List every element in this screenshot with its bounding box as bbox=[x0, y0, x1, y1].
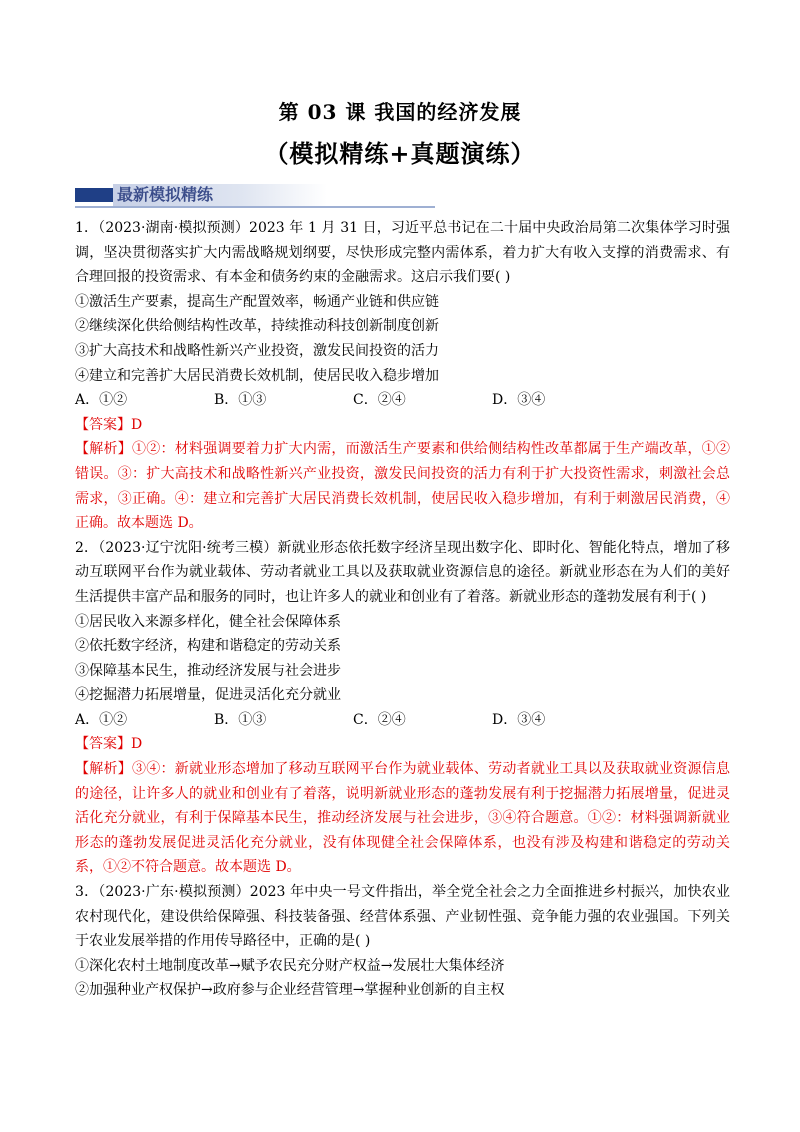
q1-choice-b: B．①③ bbox=[214, 392, 267, 409]
q1-stem: 1．（2023·湖南·模拟预测）2023 年 1 月 31 日，习近平总书记在二十届中央政治局第二次集体学习时强调，坚决贯彻落实扩大内需战略规划纲要，尽快形成完整内需体系，着力扩大有收入支撑的消费需求、有合理回报的投资需求、有本金和债务约束的金融需求。这启示我们要( ) bbox=[75, 220, 730, 286]
q2-option-3: ③保障基本民生，推动经济发展与社会进步 bbox=[75, 662, 341, 679]
q2-answer: 【答案】D bbox=[75, 736, 143, 753]
q2-choice-c: C．②④ bbox=[353, 711, 406, 728]
question-list bbox=[75, 216, 730, 1003]
section-bar-decoration bbox=[75, 188, 113, 202]
q1-choices bbox=[75, 388, 730, 413]
q2-analysis: 【解析】③④：新就业形态增加了移动互联网平台作为就业载体、劳动者就业工具以及获取就业资源信息的途径，让许多人的就业和创业有了着落，说明新就业形态的蓬勃发展有利于挖掘潜力拓展增量，促进灵活化充分就业，有利于保障基本民生，推动经济发展与社会进步，③④符合题意。①②：材料强调新就业形态的蓬勃发展促进灵活化充分就业，没有体现健全社会保障体系，也没有涉及构建和谐稳定的劳动关系，①②不符合题意。故本题选 D。 bbox=[75, 761, 730, 876]
q2-choice-d: D．③④ bbox=[492, 711, 546, 728]
q2-choices bbox=[75, 708, 730, 733]
section-label: 最新模拟精练 bbox=[113, 184, 327, 206]
q1-option-1: ①激活生产要素，提高生产配置效率，畅通产业链和供应链 bbox=[75, 293, 439, 310]
q1-option-3: ③扩大高技术和战略性新兴产业投资，激发民间投资的活力 bbox=[75, 342, 439, 359]
q2-option-4: ④挖掘潜力拓展增量，促进灵活化充分就业 bbox=[75, 687, 341, 704]
section-header bbox=[75, 184, 435, 210]
q2-choice-a: A．①② bbox=[75, 711, 128, 728]
q1-analysis: 【解析】①②：材料强调要着力扩大内需，而激活生产要素和供给侧结构性改革都属于生产端改革，①②错误。③：扩大高技术和战略性新兴产业投资，激发民间投资的活力有利于扩大投资性需求，刺激社会总需求，③正确。④：建立和完善扩大居民消费长效机制，使居民收入稳步增加，有利于刺激居民消费，④正确。故本题选 D。 bbox=[75, 441, 730, 532]
q1-answer: 【答案】D bbox=[75, 416, 143, 433]
q2-choice-b: B．①③ bbox=[214, 711, 267, 728]
q3-stem: 3．（2023·广东·模拟预测）2023 年中央一号文件指出，举全党全社会之力全面推进乡村振兴，加快农业农村现代化，建设供给保障强、科技装备强、经营体系强、产业韧性强、竞争能力强的农业强国。下列关于农业发展举措的作用传导路径中，正确的是( ) bbox=[75, 884, 730, 950]
page-title: 第 03 课 我国的经济发展 bbox=[278, 100, 522, 124]
q2-stem: 2．（2023·辽宁沈阳·统考三模）新就业形态依托数字经济呈现出数字化、即时化、智能化特点，增加了移动互联网平台作为就业载体、劳动者就业工具以及获取就业资源信息的途径。新就业形态在为人们的美好生活提供丰富产品和服务的同时，也让许多人的就业和创业有了着落。新就业形态的蓬勃发展有利于( ) bbox=[75, 539, 730, 605]
page-subtitle: （模拟精练+真题演练） bbox=[264, 139, 536, 168]
q2-option-1: ①居民收入来源多样化，健全社会保障体系 bbox=[75, 613, 341, 630]
q1-choice-c: C．②④ bbox=[353, 392, 406, 409]
q1-choice-d: D．③④ bbox=[492, 392, 546, 409]
q1-option-2: ②继续深化供给侧结构性改革，持续推动科技创新制度创新 bbox=[75, 318, 439, 335]
q1-option-4: ④建立和完善扩大居民消费长效机制，使居民收入稳步增加 bbox=[75, 367, 439, 384]
q3-option-1: ①深化农村土地制度改革→赋予农民充分财产权益→发展壮大集体经济 bbox=[75, 957, 505, 974]
q1-choice-a: A．①② bbox=[75, 392, 128, 409]
q2-option-2: ②依托数字经济，构建和谐稳定的劳动关系 bbox=[75, 638, 341, 655]
section-underline bbox=[75, 206, 435, 208]
q3-option-2: ②加强种业产权保护→政府参与企业经营管理→掌握种业创新的自主权 bbox=[75, 982, 505, 999]
